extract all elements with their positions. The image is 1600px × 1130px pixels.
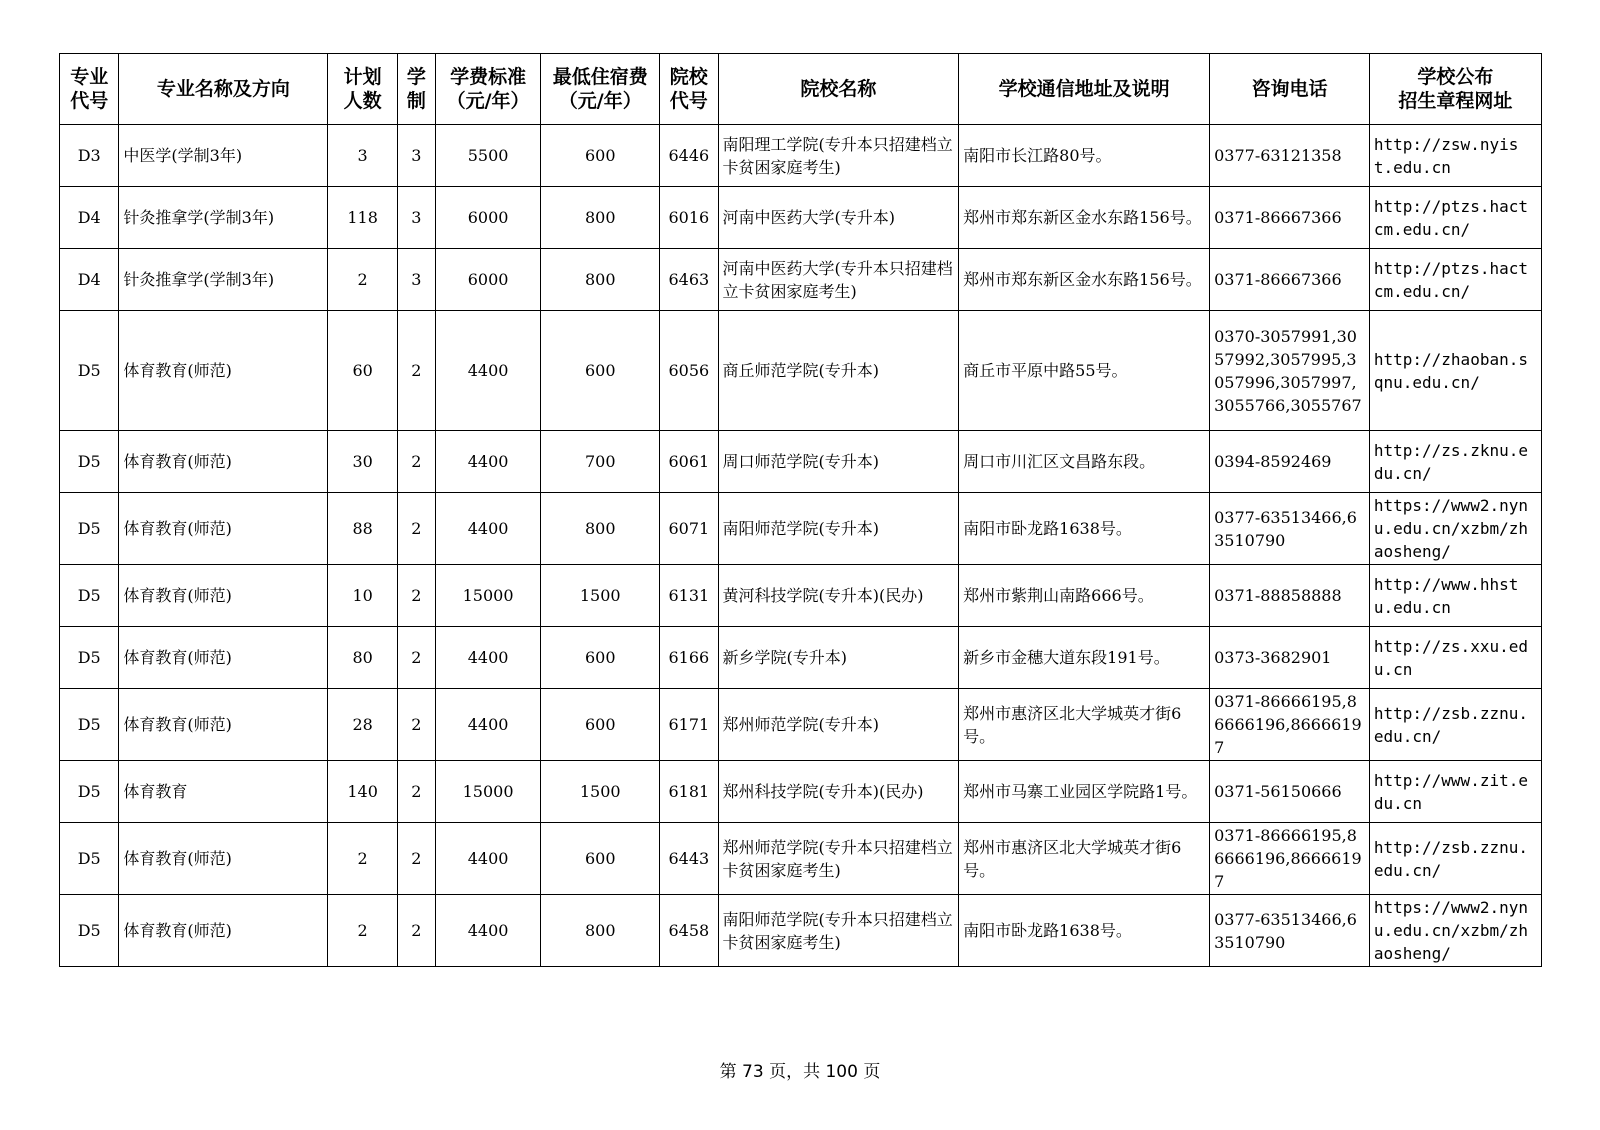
charter-url[interactable]: http://www.hhstu.edu.cn [1369,565,1541,627]
school-phone: 0371-56150666 [1210,761,1370,823]
table-row [60,311,1542,431]
school-phone: 0373-3682901 [1210,627,1370,689]
school-name: 新乡学院(专升本) [718,627,959,689]
school-name: 郑州师范学院(专升本) [718,689,959,761]
tuition: 15000 [435,565,540,627]
school-code: 6458 [660,895,718,967]
major-name: 中医学(学制3年) [119,125,328,187]
study-years: 2 [397,895,435,967]
major-name: 针灸推拿学(学制3年) [119,249,328,311]
charter-url[interactable]: http://ptzs.hactcm.edu.cn/ [1369,249,1541,311]
school-phone: 0371-86666195,86666196,86666197 [1210,689,1370,761]
school-code: 6131 [660,565,718,627]
charter-url[interactable]: http://www.zit.edu.cn [1369,761,1541,823]
school-code: 6016 [660,187,718,249]
major-code: D3 [60,125,119,187]
table-row [60,895,1542,967]
charter-url[interactable]: http://ptzs.hactcm.edu.cn/ [1369,187,1541,249]
plan-count: 30 [328,431,398,493]
admission-table-container [59,53,1542,967]
plan-count: 2 [328,249,398,311]
school-phone: 0377-63513466,63510790 [1210,493,1370,565]
major-name: 体育教育(师范) [119,823,328,895]
dorm-fee: 600 [541,125,660,187]
table-row [60,627,1542,689]
major-code: D5 [60,823,119,895]
study-years: 2 [397,823,435,895]
school-address: 郑州市紫荆山南路666号。 [959,565,1210,627]
table-row [60,431,1542,493]
header-dorm-fee: 最低住宿费 （元/年） [541,54,660,125]
study-years: 2 [397,565,435,627]
dorm-fee: 600 [541,689,660,761]
school-name: 周口师范学院(专升本) [718,431,959,493]
admission-plan-table [59,53,1542,967]
school-address: 新乡市金穗大道东段191号。 [959,627,1210,689]
school-code: 6056 [660,311,718,431]
dorm-fee: 1500 [541,761,660,823]
charter-url[interactable]: http://zs.xxu.edu.cn [1369,627,1541,689]
plan-count: 140 [328,761,398,823]
plan-count: 80 [328,627,398,689]
dorm-fee: 800 [541,895,660,967]
major-name: 体育教育(师范) [119,493,328,565]
tuition: 4400 [435,311,540,431]
dorm-fee: 1500 [541,565,660,627]
header-major-code: 专业 代号 [60,54,119,125]
major-code: D5 [60,627,119,689]
school-name: 南阳理工学院(专升本只招建档立卡贫困家庭考生) [718,125,959,187]
study-years: 2 [397,311,435,431]
study-years: 2 [397,689,435,761]
header-plan-count: 计划 人数 [328,54,398,125]
plan-count: 60 [328,311,398,431]
school-code: 6071 [660,493,718,565]
plan-count: 3 [328,125,398,187]
header-row [60,54,1542,125]
school-address: 郑州市惠济区北大学城英才街6号。 [959,689,1210,761]
major-code: D5 [60,895,119,967]
school-phone: 0370-3057991,3057992,3057995,3057996,3057997,3055766,3055767 [1210,311,1370,431]
school-name: 郑州科技学院(专升本)(民办) [718,761,959,823]
charter-url[interactable]: http://zs.zknu.edu.cn/ [1369,431,1541,493]
school-phone: 0371-88858888 [1210,565,1370,627]
school-name: 河南中医药大学(专升本) [718,187,959,249]
major-name: 体育教育(师范) [119,311,328,431]
study-years: 3 [397,249,435,311]
school-phone: 0371-86667366 [1210,249,1370,311]
tuition: 6000 [435,249,540,311]
school-name: 商丘师范学院(专升本) [718,311,959,431]
tuition: 4400 [435,431,540,493]
major-code: D4 [60,249,119,311]
tuition: 5500 [435,125,540,187]
tuition: 4400 [435,627,540,689]
study-years: 3 [397,187,435,249]
dorm-fee: 800 [541,493,660,565]
major-code: D5 [60,493,119,565]
table-row [60,493,1542,565]
tuition: 15000 [435,761,540,823]
header-major-name: 专业名称及方向 [119,54,328,125]
school-code: 6171 [660,689,718,761]
school-address: 郑州市郑东新区金水东路156号。 [959,187,1210,249]
charter-url[interactable]: https://www2.nynu.edu.cn/xzbm/zhaosheng/ [1369,493,1541,565]
header-school-name: 院校名称 [718,54,959,125]
charter-url[interactable]: http://zsb.zznu.edu.cn/ [1369,689,1541,761]
dorm-fee: 600 [541,311,660,431]
header-address: 学校通信地址及说明 [959,54,1210,125]
major-name: 体育教育 [119,761,328,823]
charter-url[interactable]: http://zhaoban.sqnu.edu.cn/ [1369,311,1541,431]
charter-url[interactable]: http://zsw.nyist.edu.cn [1369,125,1541,187]
major-code: D5 [60,311,119,431]
plan-count: 88 [328,493,398,565]
table-row [60,823,1542,895]
header-school-code: 院校 代号 [660,54,718,125]
tuition: 6000 [435,187,540,249]
school-address: 郑州市郑东新区金水东路156号。 [959,249,1210,311]
school-code: 6446 [660,125,718,187]
major-code: D4 [60,187,119,249]
dorm-fee: 800 [541,249,660,311]
major-name: 体育教育(师范) [119,565,328,627]
header-tuition: 学费标准 （元/年） [435,54,540,125]
school-code: 6443 [660,823,718,895]
table-row [60,187,1542,249]
table-row [60,125,1542,187]
header-charter-url: 学校公布 招生章程网址 [1369,54,1541,125]
school-name: 郑州师范学院(专升本只招建档立卡贫困家庭考生) [718,823,959,895]
major-code: D5 [60,431,119,493]
table-row [60,565,1542,627]
table-row [60,249,1542,311]
dorm-fee: 600 [541,627,660,689]
header-study-years: 学 制 [397,54,435,125]
major-name: 体育教育(师范) [119,689,328,761]
school-name: 南阳师范学院(专升本) [718,493,959,565]
school-address: 南阳市长江路80号。 [959,125,1210,187]
plan-count: 2 [328,823,398,895]
tuition: 4400 [435,823,540,895]
school-name: 河南中医药大学(专升本只招建档立卡贫困家庭考生) [718,249,959,311]
major-name: 体育教育(师范) [119,431,328,493]
table-row [60,689,1542,761]
study-years: 2 [397,431,435,493]
school-address: 南阳市卧龙路1638号。 [959,895,1210,967]
major-name: 体育教育(师范) [119,627,328,689]
plan-count: 118 [328,187,398,249]
study-years: 3 [397,125,435,187]
plan-count: 10 [328,565,398,627]
major-code: D5 [60,565,119,627]
study-years: 2 [397,627,435,689]
major-name: 针灸推拿学(学制3年) [119,187,328,249]
tuition: 4400 [435,689,540,761]
major-code: D5 [60,761,119,823]
dorm-fee: 700 [541,431,660,493]
charter-url[interactable]: https://www2.nynu.edu.cn/xzbm/zhaosheng/ [1369,895,1541,967]
school-code: 6061 [660,431,718,493]
dorm-fee: 800 [541,187,660,249]
school-phone: 0394-8592469 [1210,431,1370,493]
school-phone: 0377-63513466,63510790 [1210,895,1370,967]
tuition: 4400 [435,895,540,967]
school-phone: 0377-63121358 [1210,125,1370,187]
school-address: 周口市川汇区文昌路东段。 [959,431,1210,493]
school-code: 6463 [660,249,718,311]
school-address: 郑州市惠济区北大学城英才街6号。 [959,823,1210,895]
school-code: 6181 [660,761,718,823]
dorm-fee: 600 [541,823,660,895]
school-phone: 0371-86667366 [1210,187,1370,249]
school-address: 南阳市卧龙路1638号。 [959,493,1210,565]
school-name: 黄河科技学院(专升本)(民办) [718,565,959,627]
major-code: D5 [60,689,119,761]
header-phone: 咨询电话 [1210,54,1370,125]
school-address: 商丘市平原中路55号。 [959,311,1210,431]
school-name: 南阳师范学院(专升本只招建档立卡贫困家庭考生) [718,895,959,967]
study-years: 2 [397,761,435,823]
table-row [60,761,1542,823]
school-phone: 0371-86666195,86666196,86666197 [1210,823,1370,895]
major-name: 体育教育(师范) [119,895,328,967]
tuition: 4400 [435,493,540,565]
school-code: 6166 [660,627,718,689]
study-years: 2 [397,493,435,565]
plan-count: 2 [328,895,398,967]
school-address: 郑州市马寨工业园区学院路1号。 [959,761,1210,823]
charter-url[interactable]: http://zsb.zznu.edu.cn/ [1369,823,1541,895]
page-number-footer: 第 73 页，共 100 页 [719,1062,881,1082]
plan-count: 28 [328,689,398,761]
